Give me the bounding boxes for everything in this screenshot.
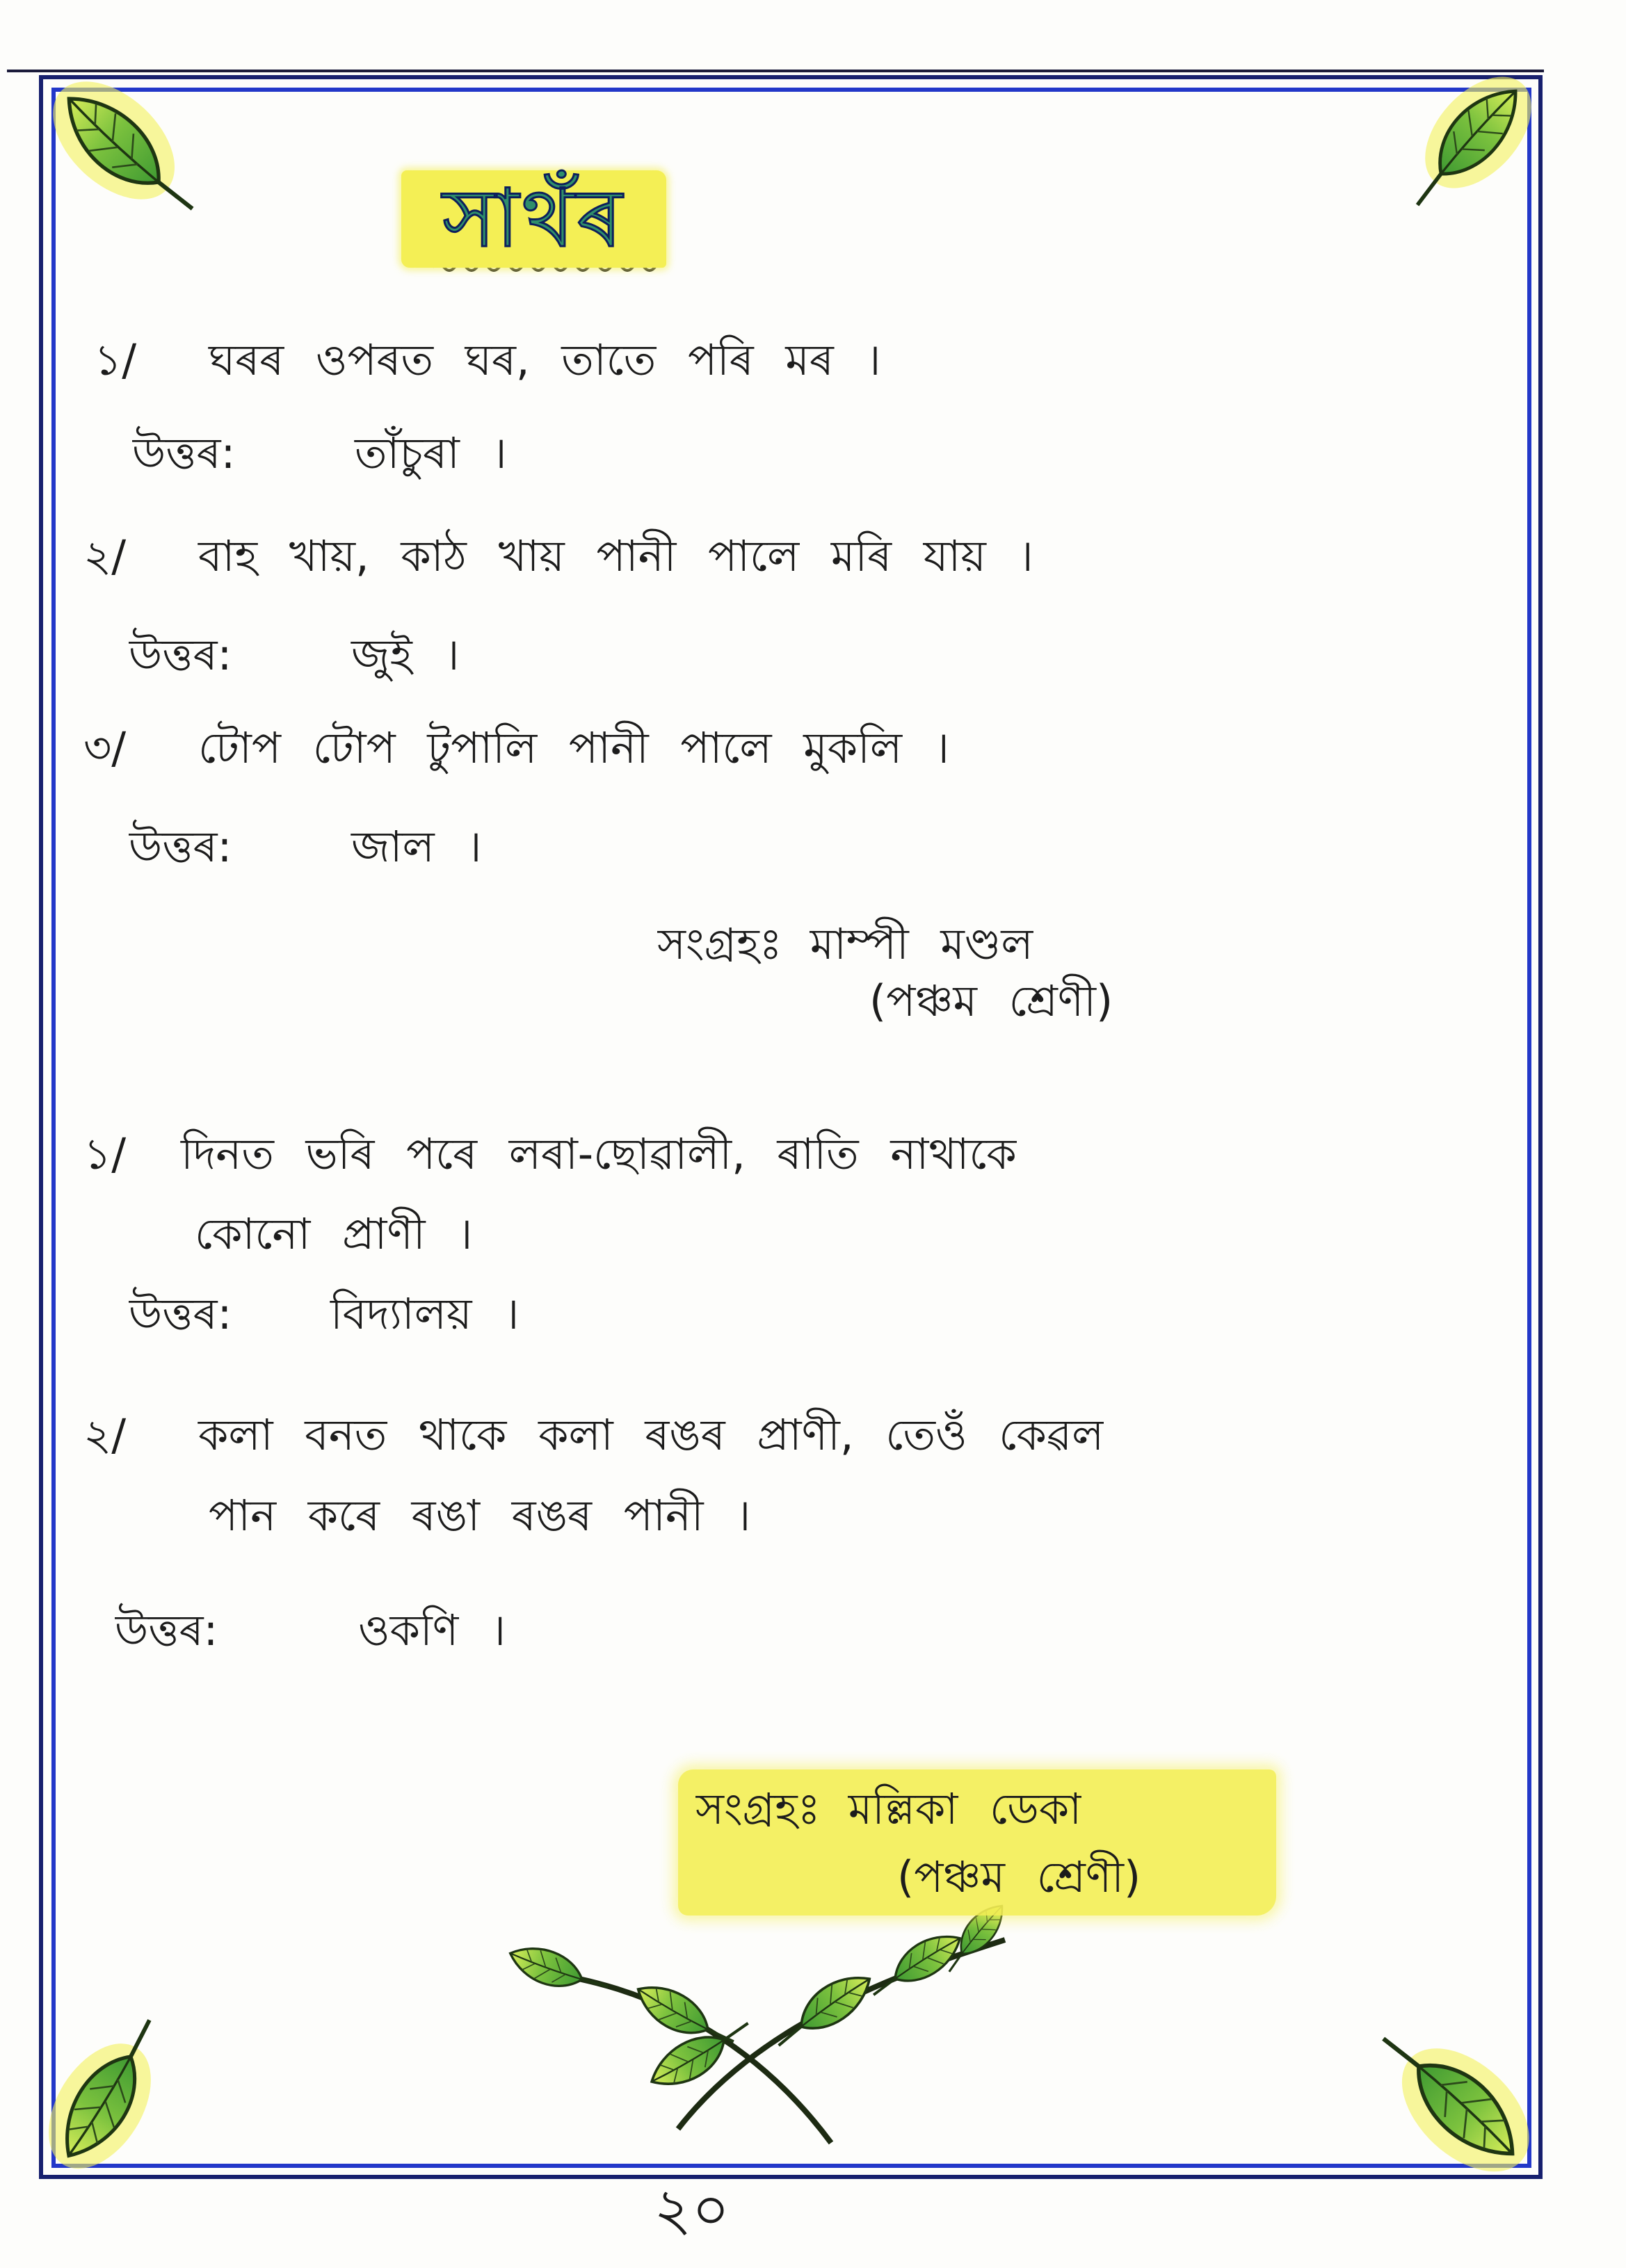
branch-leaf <box>766 1963 879 2057</box>
riddle-number: ২/ <box>83 530 127 581</box>
title-highlight <box>401 170 666 268</box>
leaf-icon <box>28 2000 188 2187</box>
riddle-answer <box>132 426 507 481</box>
riddle-number: ৩/ <box>83 722 127 773</box>
riddle-question-continuation: পান কৰে ৰঙা ৰঙৰ পানী । <box>209 1490 751 1541</box>
page-title: সাথঁৰ <box>442 172 625 266</box>
riddle-question <box>83 528 1033 584</box>
answer-label: উত্তৰ: <box>129 629 232 680</box>
riddle-answer <box>115 1603 506 1658</box>
leaf-icon <box>31 59 220 244</box>
credit-name: মাম্পী মণ্ডল <box>810 918 1033 969</box>
riddle-answer <box>129 627 460 683</box>
riddle-question-text: টোপ টোপ টুপালি পানী পালে মুকলি । <box>198 722 949 773</box>
credit-label: সংগ্ৰহঃ <box>695 1783 821 1834</box>
leaf-icon <box>1355 2002 1552 2196</box>
credit-collector <box>657 916 1033 972</box>
riddle-question-text: ঘৰৰ ওপৰত ঘৰ, তাতে পৰি মৰ । <box>209 334 881 385</box>
riddle-number: ১/ <box>83 1128 127 1179</box>
answer-label: উত্তৰ: <box>132 428 236 478</box>
credit-collector <box>695 1781 1081 1837</box>
branch-stem-right <box>678 1940 1005 2129</box>
riddle-answer <box>129 1286 519 1342</box>
answer-label: উত্তৰ: <box>129 821 232 872</box>
branch-leaf <box>504 1938 613 2004</box>
page-number: ২০ <box>654 2176 730 2244</box>
riddle-question <box>83 720 949 776</box>
answer-label: উত্তৰ: <box>129 1288 232 1339</box>
credit-name: মল্লিকা ডেকা <box>848 1783 1082 1834</box>
riddle-question-text: কলা বনত থাকে কলা ৰঙৰ প্ৰাণী, তেওঁ কেৱল <box>198 1409 1104 1460</box>
riddle-number: ২/ <box>83 1409 127 1460</box>
riddle-number: ১/ <box>94 334 137 385</box>
answer-text: বিদ্যালয় । <box>330 1288 520 1339</box>
answer-text: জাল । <box>351 821 482 872</box>
credit-class: (পঞ্চম শ্ৰেণী) <box>869 975 1113 1026</box>
riddle-question-text: বাহ খায়, কাঠ খায় পানী পালে মৰি যায় । <box>198 530 1033 581</box>
riddle-answer <box>129 819 482 875</box>
answer-label: উত্তৰ: <box>115 1605 218 1655</box>
riddle-question <box>94 332 881 388</box>
riddle-question-continuation: কোনো প্ৰাণী । <box>195 1208 473 1259</box>
leaf-branch-icon <box>504 1897 1012 2143</box>
credit-label: সংগ্ৰহঃ <box>657 918 782 969</box>
leaf-icon <box>1385 57 1552 229</box>
credit-class: (পঞ্চম শ্ৰেণী) <box>897 1852 1141 1902</box>
answer-text: তাঁচুৰা । <box>355 428 507 478</box>
answer-text: জুই । <box>351 629 460 680</box>
riddle-question <box>83 1126 1017 1182</box>
answer-text: ওকণি । <box>358 1605 506 1655</box>
riddle-question <box>83 1407 1104 1463</box>
riddle-question-text: দিনত ভৰি পৰে লৰা-ছোৱালী, ৰাতি নাথাকে <box>181 1128 1017 1179</box>
